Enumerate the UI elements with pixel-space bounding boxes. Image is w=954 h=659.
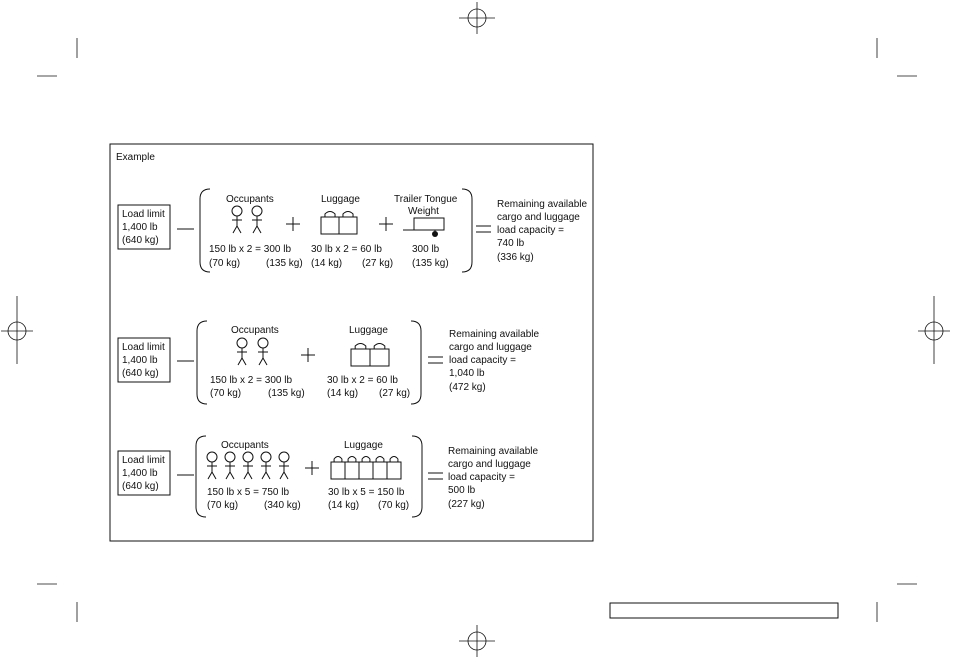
trailer-lb: 300 lb [412, 244, 440, 255]
trailer-kg: (135 kg) [412, 258, 449, 269]
plus-sign [286, 217, 300, 231]
result-line-1: Remaining available [497, 199, 588, 210]
load-limit-kg: (640 kg) [122, 368, 159, 379]
person-icon [252, 206, 262, 233]
occupants-kg-each: (70 kg) [207, 500, 239, 511]
result-line-1: Remaining available [449, 329, 540, 340]
luggage-icon [370, 344, 389, 367]
luggage-kg-each: (14 kg) [311, 258, 343, 269]
result-line-3: load capacity = [497, 225, 564, 236]
occupants-kg-total: (135 kg) [266, 258, 303, 269]
luggage-icon [331, 457, 345, 480]
luggage-kg-total: (27 kg) [362, 258, 394, 269]
occupants-kg-total: (340 kg) [264, 500, 301, 511]
luggage-kg-total: (70 kg) [378, 500, 410, 511]
right-bracket [412, 436, 422, 517]
luggage-icons [351, 344, 389, 367]
luggage-kg-each: (14 kg) [328, 500, 360, 511]
occupants-kg-each: (70 kg) [210, 388, 242, 399]
load-limit-lb: 1,400 lb [122, 468, 158, 479]
load-limit-lb: 1,400 lb [122, 355, 158, 366]
luggage-label: Luggage [349, 325, 388, 336]
luggage-icons [331, 457, 401, 480]
person-icon [237, 338, 247, 365]
registration-mark-icon [459, 625, 495, 657]
luggage-kg-total: (27 kg) [379, 388, 411, 399]
load-limit-label: Load limit [122, 342, 165, 353]
registration-mark-icon [1, 296, 33, 364]
row-2 [118, 321, 539, 404]
plus-sign [305, 461, 319, 475]
result-line-1: Remaining available [448, 446, 539, 457]
luggage-icon [339, 212, 357, 235]
row-1 [118, 189, 587, 272]
row-3 [118, 436, 538, 517]
result-lb: 1,040 lb [449, 368, 485, 379]
left-bracket [197, 321, 207, 404]
person-icon [232, 206, 242, 233]
luggage-lb: 30 lb x 2 = 60 lb [327, 375, 398, 386]
occupants-lb: 150 lb x 5 = 750 lb [207, 487, 290, 498]
person-icon [225, 452, 235, 479]
occupant-icons [232, 206, 262, 233]
equals-sign [428, 473, 443, 479]
occupant-icons [207, 452, 289, 479]
result-line-2: cargo and luggage [497, 212, 580, 223]
occupants-label: Occupants [226, 194, 274, 205]
person-icon [258, 338, 268, 365]
luggage-icon [321, 212, 339, 235]
luggage-kg-each: (14 kg) [327, 388, 359, 399]
luggage-lb: 30 lb x 5 = 150 lb [328, 487, 405, 498]
result-kg: (336 kg) [497, 252, 534, 263]
figure-title: Example [116, 152, 155, 163]
result-line-2: cargo and luggage [448, 459, 531, 470]
result-kg: (472 kg) [449, 382, 486, 393]
load-limit-lb: 1,400 lb [122, 222, 158, 233]
result-line-3: load capacity = [448, 472, 515, 483]
trailer-tongue-icon [403, 218, 444, 237]
occupants-kg-each: (70 kg) [209, 258, 241, 269]
luggage-lb: 30 lb x 2 = 60 lb [311, 244, 382, 255]
person-icon [279, 452, 289, 479]
result-line-3: load capacity = [449, 355, 516, 366]
left-bracket [196, 436, 206, 517]
occupants-kg-total: (135 kg) [268, 388, 305, 399]
luggage-icon [373, 457, 387, 480]
right-bracket [462, 189, 472, 272]
luggage-icon [387, 457, 401, 480]
result-lb: 500 lb [448, 485, 476, 496]
result-kg: (227 kg) [448, 499, 485, 510]
registration-mark-icon [918, 296, 950, 364]
load-limit-kg: (640 kg) [122, 481, 159, 492]
occupants-lb: 150 lb x 2 = 300 lb [210, 375, 293, 386]
luggage-label: Luggage [344, 440, 383, 451]
person-icon [243, 452, 253, 479]
equals-sign [428, 357, 443, 363]
trailer-label-line1: Trailer Tongue [394, 194, 458, 205]
luggage-icons [321, 212, 357, 235]
registration-mark-icon [459, 2, 495, 34]
luggage-icon [351, 344, 370, 367]
footer-label-box [610, 603, 838, 618]
plus-sign [301, 348, 315, 362]
plus-sign [379, 217, 393, 231]
luggage-label: Luggage [321, 194, 360, 205]
result-lb: 740 lb [497, 238, 525, 249]
luggage-icon [345, 457, 359, 480]
result-line-2: cargo and luggage [449, 342, 532, 353]
occupants-lb: 150 lb x 2 = 300 lb [209, 244, 292, 255]
trailer-label-line2: Weight [408, 206, 439, 217]
occupants-label: Occupants [231, 325, 279, 336]
person-icon [207, 452, 217, 479]
load-limit-kg: (640 kg) [122, 235, 159, 246]
luggage-icon [359, 457, 373, 480]
person-icon [261, 452, 271, 479]
equals-sign [476, 226, 491, 232]
occupants-label: Occupants [221, 440, 269, 451]
occupant-icons [237, 338, 268, 365]
right-bracket [411, 321, 421, 404]
load-limit-label: Load limit [122, 455, 165, 466]
load-limit-label: Load limit [122, 209, 165, 220]
